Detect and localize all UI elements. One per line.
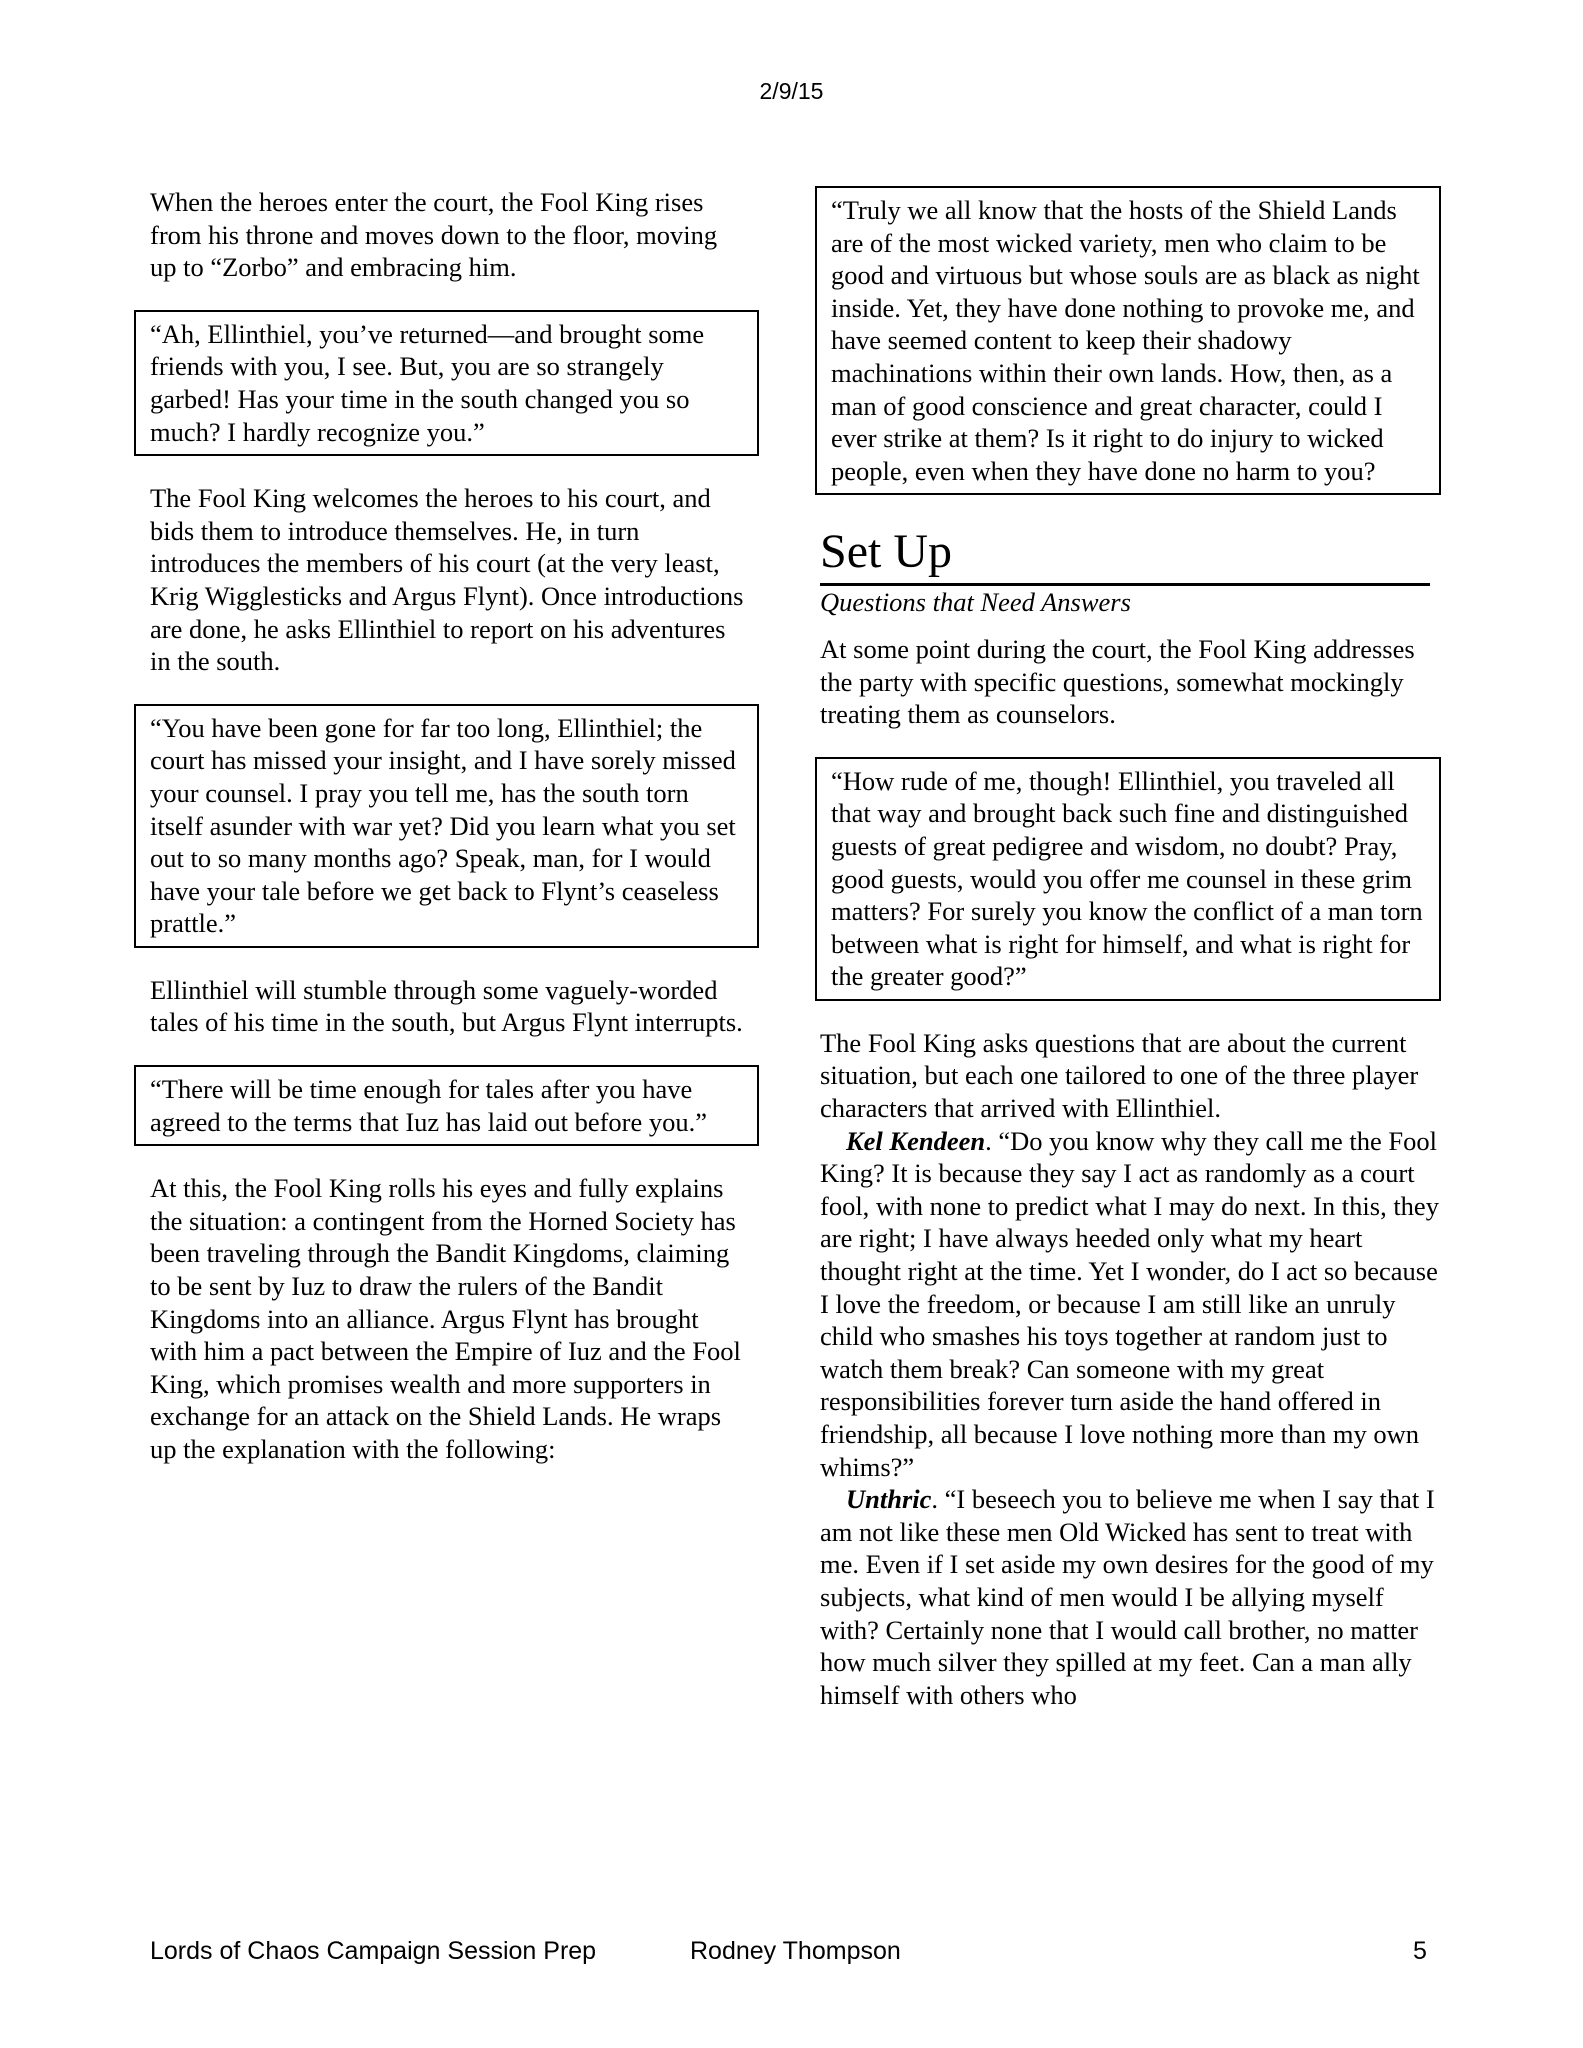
footer-author: Rodney Thompson: [690, 1937, 901, 1965]
narration-paragraph: The Fool King welcomes the heroes to his court, and bids them to introduce themselves. He, in turn introduces the members of his court (at the very least, Krig Wigglesticks and Argus Flynt). Once introductions are done, he asks Ellinthiel to report on his adventures in the south.: [150, 483, 744, 677]
character-name: Kel Kendeen: [846, 1125, 986, 1156]
narration-paragraph: Ellinthiel will stumble through some vaguely-worded tales of his time in the south, but Argus Flynt interrupts.: [150, 974, 743, 1038]
section-subheading: Questions that Need Answers: [820, 587, 1131, 618]
narration-paragraph: When the heroes enter the court, the Fool King rises from his throne and moves down to the floor, moving up to “Zorbo” and embracing him.: [150, 187, 718, 283]
header-date: 2/9/15: [759, 78, 824, 104]
read-aloud-box: [815, 757, 1441, 1001]
section-heading: Set Up: [820, 525, 1430, 586]
read-aloud-box: [134, 704, 759, 948]
character-question-text: . “Do you know why they call me the Fool King? It is because they say I act as randomly as a court fool, with none to predict what I may do next. In this, they are right; I have always heeded only what my heart thought right at the time. Yet I wonder, do I act so because I love the freedom, or because I am still like an unruly child who smashes his toys together at random just to watch them break? Can someone with my great responsibilities forever turn aside the hand offered in friendship, all because I love nothing more than my own whims?”: [820, 1125, 1439, 1482]
read-aloud-box: [815, 186, 1441, 495]
read-aloud-text: “You have been gone for far too long, Ellinthiel; the court has missed your insight, and I have sorely missed your counsel. I pray you tell me, has the south torn itself asunder with war yet? Did you learn what you set out to so many months ago? Speak, man, for I would have your tale before we get back to Flynt’s ceaseless prattle.”: [150, 712, 736, 939]
read-aloud-text: “Ah, Ellinthiel, you’ve returned—and brought some friends with you, I see. But, you are so strangely garbed! Has your time in the south changed you so much? I hardly recognize you.”: [150, 318, 705, 447]
narration-paragraph: The Fool King asks questions that are about the current situation, but each one tailored to one of the three player characters that arrived with Ellinthiel.: [820, 1027, 1419, 1124]
read-aloud-box: [134, 1065, 759, 1146]
narration-paragraph: At this, the Fool King rolls his eyes and fully explains the situation: a contingent from the Horned Society has been traveling through the Bandit Kingdoms, claiming to be sent by Iuz to draw the rulers of the Bandit Kingdoms into an alliance. Argus Flynt has brought with him a pact between the Empire of Iuz and the Fool King, which promises wealth and more supporters in exchange for an attack on the Shield Lands. He wraps up the explanation with the following:: [150, 1173, 741, 1464]
left-column: [150, 186, 750, 1466]
read-aloud-text: “How rude of me, though! Ellinthiel, you traveled all that way and brought back such fine and distinguished guests of great pedigree and wisdom, no doubt? Pray, good guests, would you offer me counsel in these grim matters? For surely you know the conflict of a man torn between what is right for himself, and what is right for the greater good?”: [831, 765, 1423, 992]
right-column: [820, 186, 1445, 1711]
narration-paragraph: At some point during the court, the Fool King addresses the party with specific questions, somewhat mockingly treating them as counselors.: [820, 633, 1415, 730]
footer-title: Lords of Chaos Campaign Session Prep: [150, 1937, 597, 1965]
read-aloud-text: “Truly we all know that the hosts of the Shield Lands are of the most wicked variety, men who claim to be good and virtuous but whose souls are as black as night inside. Yet, they have done nothing to provoke me, and have seemed content to keep their shadowy machinations within their own lands. How, then, as a man of good conscience and great character, could I ever strike at them? Is it right to do injury to wicked people, even when they have done no harm to you?: [831, 195, 1420, 486]
character-question-text: . “I beseech you to believe me when I say that I am not like these men Old Wicked has sent to treat with me. Even if I set aside my own desires for the good of my subjects, what kind of men would I be allying myself with? Certainly none that I would call brother, no matter how much silver they spilled at my feet. Can a man ally himself with others who: [820, 1484, 1435, 1710]
character-name: Unthric: [846, 1484, 932, 1515]
read-aloud-text: “There will be time enough for tales after you have agreed to the terms that Iuz has laid out before you.”: [150, 1074, 708, 1137]
character-question-unthric: [820, 1483, 1445, 1711]
character-question-kel: [820, 1125, 1445, 1484]
read-aloud-box: [134, 310, 759, 456]
page-number: 5: [1413, 1937, 1427, 1965]
